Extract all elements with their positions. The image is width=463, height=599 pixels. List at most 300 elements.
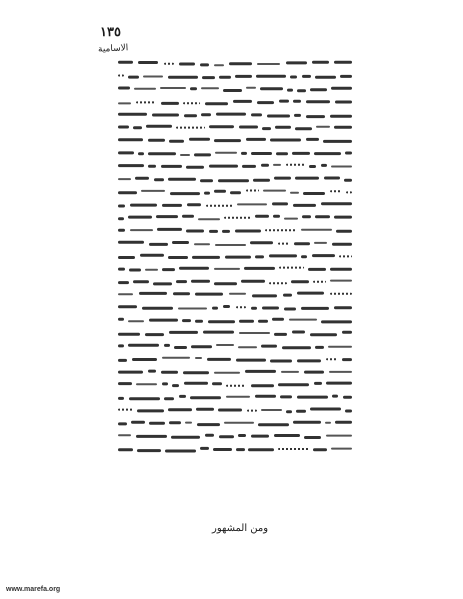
handwritten-word [203,331,234,334]
handwritten-word [225,255,251,258]
handwritten-word [145,333,164,336]
handwritten-word [223,89,242,92]
handwritten-word [146,125,172,128]
handwritten-word [314,382,322,385]
handwritten-word [179,63,195,66]
handwritten-word [222,230,230,233]
handwritten-word [245,370,276,373]
manuscript-line [118,391,352,403]
handwritten-word [196,408,214,411]
handwritten-word [214,268,240,270]
handwritten-word [162,268,175,271]
manuscript-line [118,186,352,198]
manuscript-line [118,340,352,352]
handwritten-word [255,395,276,398]
handwritten-word [241,279,265,282]
handwritten-word [286,410,292,413]
handwritten-word [269,282,287,284]
handwritten-word [314,241,327,243]
handwritten-word [345,409,352,412]
handwritten-word [197,423,220,426]
handwritten-word [214,64,224,66]
handwritten-word [292,152,310,155]
handwritten-word [141,190,165,192]
handwritten-word [306,138,319,141]
handwritten-word [233,100,252,103]
handwritten-word [332,395,338,398]
handwritten-word [290,76,297,79]
handwritten-word [118,371,143,374]
handwritten-word [130,204,157,207]
handwritten-word [212,383,222,386]
handwritten-word [118,178,131,180]
handwritten-word [129,268,141,271]
handwritten-word [118,241,144,244]
handwritten-word [330,114,352,117]
handwritten-word [328,346,352,348]
handwritten-word [293,421,321,424]
handwritten-word [315,216,330,219]
handwritten-word [284,217,298,219]
handwritten-word [255,255,264,258]
handwritten-word [140,254,164,257]
handwritten-word [118,205,125,208]
handwritten-word [297,89,306,92]
handwritten-word [276,152,288,155]
manuscript-line [118,58,352,70]
handwritten-word [168,177,196,180]
manuscript-line [118,237,352,249]
manuscript-line [118,404,352,416]
handwritten-word [229,293,246,295]
handwritten-word [187,204,201,207]
handwritten-word [136,383,157,385]
handwritten-word [330,280,352,282]
manuscript-line [118,353,352,365]
handwritten-word [164,62,174,64]
handwritten-word [286,164,305,166]
handwritten-word [316,126,330,128]
handwritten-word [152,113,179,116]
handwritten-word [168,408,192,411]
handwritten-word [310,88,327,91]
handwritten-word [239,126,258,129]
handwritten-word [235,230,261,233]
handwritten-word [204,191,210,194]
handwritten-word [226,384,246,386]
manuscript-line [118,135,352,147]
handwritten-word [229,62,252,65]
handwritten-word [156,215,178,218]
handwritten-word [160,87,186,89]
handwritten-word [269,254,297,257]
handwritten-word [236,448,245,451]
handwritten-word [191,279,210,282]
handwritten-word [209,230,218,233]
handwritten-word [179,395,186,398]
handwritten-word [180,154,190,156]
handwritten-word [195,293,223,296]
handwritten-word [118,344,124,347]
handwritten-word [149,243,168,246]
handwritten-word [294,242,310,245]
handwritten-word [281,371,299,373]
handwritten-word [169,421,181,424]
handwritten-word [297,292,324,295]
handwritten-word [284,308,296,311]
handwritten-word [334,126,352,129]
handwritten-word [130,229,153,231]
handwritten-word [279,267,304,269]
handwritten-word [118,306,137,309]
handwritten-word [308,268,326,271]
manuscript-line [118,212,352,224]
manuscript-text-block [118,57,352,457]
handwritten-word [326,358,337,360]
handwritten-word [239,320,254,323]
handwritten-word [168,256,188,259]
handwritten-word [153,282,172,285]
handwritten-word [214,139,241,142]
handwritten-word [148,165,156,168]
handwritten-word [128,216,152,219]
handwritten-word [129,397,160,400]
manuscript-line [118,70,352,82]
handwritten-word [339,256,352,258]
handwritten-word [345,152,352,155]
handwritten-word [168,76,198,79]
handwritten-word [310,407,341,410]
handwritten-word [214,189,226,192]
handwritten-word [176,127,205,129]
handwritten-word [326,435,352,437]
handwritten-word [310,333,337,336]
handwritten-word [246,190,259,192]
manuscript-line [118,302,352,314]
manuscript-line [118,225,352,237]
handwritten-word [118,61,133,64]
handwritten-word [214,282,237,285]
handwritten-word [162,383,168,386]
handwritten-word [315,76,336,79]
handwritten-word [212,307,218,310]
handwritten-word [165,449,196,452]
handwritten-word [183,372,209,375]
handwritten-word [330,267,352,270]
manuscript-line [118,366,352,378]
manuscript-line [118,327,352,339]
handwritten-word [272,318,284,321]
handwritten-word [118,112,147,115]
handwritten-word [226,395,250,397]
handwritten-word [154,178,164,181]
handwritten-word [169,331,198,334]
handwritten-word [238,434,246,437]
handwritten-word [331,87,352,90]
handwritten-word [128,76,139,79]
handwritten-word [195,357,202,359]
handwritten-word [279,99,289,102]
handwritten-word [258,423,289,426]
handwritten-word [190,87,197,90]
manuscript-line [118,443,352,455]
handwritten-word [293,204,316,207]
handwritten-word [346,192,352,194]
handwritten-word [118,103,131,105]
handwritten-word [172,241,189,244]
handwritten-word [138,61,158,64]
handwritten-word [252,295,277,298]
handwritten-word [282,346,311,349]
handwritten-word [304,436,321,439]
handwritten-word [128,320,144,322]
handwritten-word [283,294,292,297]
handwritten-word [261,164,269,167]
handwritten-word [274,176,291,179]
handwritten-word [242,165,256,168]
manuscript-line [118,263,352,275]
handwritten-word [172,384,179,387]
handwritten-word [213,448,232,451]
manuscript-line [118,109,352,121]
handwritten-word [235,75,252,78]
handwritten-word [118,256,135,259]
handwritten-word [267,114,290,117]
handwritten-word [164,344,170,347]
handwritten-word [260,87,283,90]
handwritten-word [251,434,269,437]
handwritten-word [331,448,352,450]
handwritten-word [118,126,129,129]
handwritten-word [251,307,257,310]
handwritten-word [295,128,312,131]
handwritten-word [297,359,321,362]
handwritten-word [323,140,352,143]
handwritten-word [302,216,311,219]
handwritten-word [195,320,203,323]
handwritten-word [148,152,176,155]
handwritten-word [265,229,296,231]
handwritten-word [274,434,300,437]
handwritten-word [179,266,209,269]
manuscript-line [118,417,352,429]
handwritten-word [250,241,273,244]
handwritten-word [136,102,156,104]
handwritten-word [278,384,309,387]
handwritten-word [194,243,210,245]
handwritten-word [201,113,211,116]
handwritten-word [207,357,231,360]
handwritten-word [128,344,159,347]
handwritten-word [162,357,190,359]
manuscript-line [118,173,352,185]
handwritten-word [238,346,257,348]
handwritten-word [258,320,268,323]
handwritten-word [170,192,200,195]
margin-note: الاسامية [97,43,129,55]
handwritten-word [139,292,167,295]
handwritten-word [306,115,325,118]
handwritten-word [135,177,149,180]
manuscript-line [118,147,352,159]
handwritten-word [301,255,307,258]
handwritten-word [304,371,324,374]
manuscript-line [118,276,352,288]
manuscript-line [118,456,352,457]
handwritten-word [343,396,352,399]
handwritten-word [286,62,307,65]
handwritten-word [301,307,329,310]
handwritten-word [334,61,352,64]
handwritten-word [244,267,275,270]
handwritten-word [336,230,352,233]
manuscript-line [118,122,352,134]
handwritten-word [321,320,352,323]
handwritten-word [251,385,274,388]
handwritten-word [241,152,247,155]
handwritten-word [330,293,352,295]
handwritten-word [118,138,143,141]
handwritten-word [297,396,328,399]
handwritten-word [289,318,317,320]
handwritten-word [184,382,208,385]
handwritten-word [118,382,132,385]
handwritten-word [256,75,286,78]
handwritten-word [198,218,220,220]
handwritten-word [189,138,210,141]
handwritten-word [118,267,125,270]
handwritten-word [325,422,331,424]
handwritten-word [209,126,234,129]
handwritten-word [237,203,267,205]
handwritten-word [205,102,228,105]
handwritten-word [200,179,213,182]
handwritten-word [190,396,221,399]
handwritten-word [278,448,309,450]
handwritten-word [335,100,352,103]
manuscript-line [118,83,352,95]
handwritten-word [261,409,282,411]
handwritten-word [306,100,330,103]
handwritten-word [313,281,326,283]
handwritten-word [186,230,204,233]
handwritten-word [314,152,341,155]
handwritten-word [274,333,287,336]
handwritten-word [202,76,215,79]
handwritten-word [280,396,292,399]
handwritten-word [218,408,242,411]
handwritten-word [247,410,257,412]
handwritten-word [236,358,266,361]
handwritten-word [342,358,352,361]
handwritten-word [224,422,254,424]
handwritten-word [162,204,182,207]
handwritten-word [173,293,190,296]
handwritten-word [332,243,352,246]
handwritten-word [118,333,140,336]
handwritten-word [161,165,182,168]
handwritten-word [315,346,324,349]
handwritten-word [218,179,249,182]
handwritten-word [214,372,240,374]
handwritten-word [118,86,130,89]
handwritten-word [334,216,352,219]
handwritten-word [118,434,131,436]
handwritten-word [118,229,125,232]
handwritten-word [239,332,270,334]
handwritten-word [174,346,187,349]
handwritten-word [201,88,219,90]
handwritten-word [161,102,179,105]
handwritten-word [219,76,231,79]
handwritten-word [302,75,311,78]
handwritten-word [118,281,129,284]
handwritten-word [270,359,292,362]
handwritten-word [291,280,309,283]
manuscript-line [118,160,352,172]
handwritten-word [344,179,352,182]
manuscript-line [118,199,352,211]
handwritten-word [176,280,187,283]
handwritten-word [248,448,274,451]
handwritten-word [293,99,301,102]
handwritten-word [118,191,137,194]
handwritten-word [223,305,230,308]
handwritten-word [183,102,200,104]
handwritten-word [205,433,214,436]
handwritten-word [255,215,269,218]
handwritten-word [313,448,327,451]
handwritten-word [161,371,178,374]
handwritten-word [273,164,281,166]
handwritten-word [334,306,352,309]
handwritten-word [142,307,173,310]
handwritten-word [185,422,192,424]
handwritten-word [295,176,319,179]
handwritten-word [335,421,352,424]
manuscript-line [118,289,352,301]
handwritten-word [118,318,124,321]
handwritten-word [296,410,306,413]
handwritten-word [164,397,174,400]
handwritten-word [148,370,156,373]
handwritten-word [137,449,161,452]
handwritten-word [262,307,279,310]
handwritten-word [118,74,124,76]
handwritten-word [145,269,158,271]
handwritten-word [215,244,246,246]
handwritten-word [273,215,280,218]
handwritten-word [200,446,209,449]
handwritten-word [133,280,149,283]
handwritten-word [191,345,212,348]
catchword: ومن المشهور [212,523,269,534]
handwritten-word [208,320,235,323]
handwritten-word [118,151,134,154]
handwritten-word [118,409,133,411]
handwritten-word [157,228,182,231]
handwritten-word [329,371,352,373]
handwritten-word [200,64,209,67]
handwritten-word [149,422,165,425]
handwritten-word [216,344,234,346]
handwritten-word [251,113,262,116]
handwritten-word [118,358,127,361]
handwritten-word [194,153,211,156]
handwritten-word [224,217,251,219]
handwritten-word [143,75,163,77]
handwritten-word [253,179,270,182]
